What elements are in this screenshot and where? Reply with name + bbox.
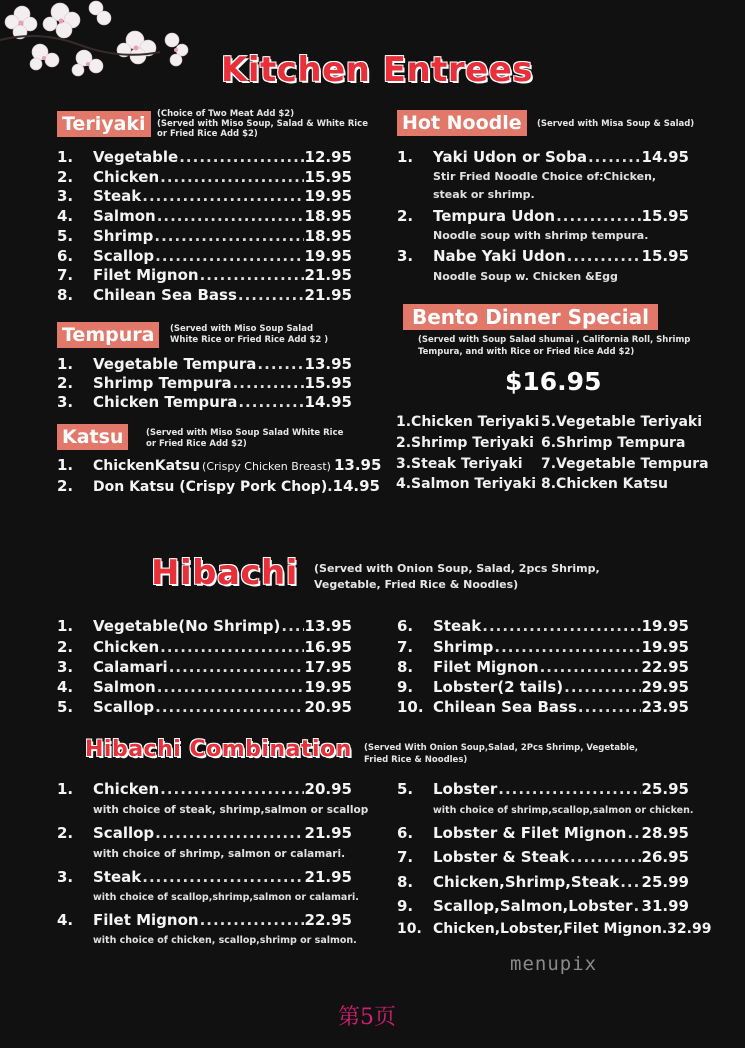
hot-noodle-note: (Served with Misa Soup & Salad) <box>537 119 695 129</box>
hibachi-title: Hibachi <box>151 553 298 593</box>
menu-item: 4. Salmon ..... 19.95 <box>57 678 352 698</box>
bento-option: 4.Salmon Teriyaki <box>396 476 537 492</box>
item-description: with choice of shrimp, salmon or calamari. <box>93 848 346 860</box>
tempura-note: (Served with Miso Soup Salad <box>170 324 314 334</box>
item-description: with choice of steak, shrimp,salmon or scallop <box>93 804 369 816</box>
page-title: Kitchen Entrees <box>221 50 534 90</box>
menu-item: 7. Lobster & Steak ..... 26.95 <box>397 848 689 868</box>
bento-option: 6.Shrimp Tempura <box>541 435 686 451</box>
menu-item: 8. Chilean Sea Bass ..... 21.95 <box>57 286 352 306</box>
katsu-note: (Served with Miso Soup Salad White Rice <box>146 428 344 438</box>
menu-item: 7. Filet Mignon ..... 21.95 <box>57 266 352 286</box>
teriyaki-note: (Choice of Two Meat Add $2) <box>157 109 295 119</box>
menu-item: 1. Vegetable Tempura ..... 13.95 <box>57 355 352 375</box>
menu-item: 3. Steak ..... 19.95 <box>57 187 352 207</box>
menu-item: 1. Vegetable(No Shrimp) ..... 13.95 <box>57 617 352 637</box>
bento-note: Tempura, and with Rice or Fried Rice Add $2) <box>418 347 635 357</box>
menu-item: 9. Lobster(2 tails) ..... 29.95 <box>397 678 689 698</box>
menu-item: 5. Scallop ..... 20.95 <box>57 698 352 718</box>
teriyaki-note: (Served with Miso Soup, Salad & White Rice <box>157 119 368 129</box>
tempura-note: White Rice or Fried Rice Add $2 ) <box>170 335 329 345</box>
teriyaki-note: or Fried Rice Add $2) <box>157 129 258 139</box>
menu-item: 1. Vegetable ..... 12.95 <box>57 148 352 168</box>
menu-item: 3. Calamari ..... 17.95 <box>57 658 352 678</box>
menu-item: 6. Scallop ..... 19.95 <box>57 247 352 267</box>
menu-item: 1. Chicken ..... 20.95 <box>57 780 352 800</box>
item-description: steak or shrimp. <box>433 188 535 201</box>
item-description: Noodle Soup w. Chicken &Egg <box>433 270 618 283</box>
watermark: menupix <box>510 953 598 975</box>
item-description: with choice of shrimp,scallop,salmon or chicken. <box>433 805 694 816</box>
item-description: Stir Fried Noodle Choice of:Chicken, <box>433 170 657 183</box>
menu-item: 2. Shrimp Tempura ..... 15.95 <box>57 374 352 394</box>
bento-option: 2.Shrimp Teriyaki <box>396 435 534 451</box>
menu-item: 3. Chicken Tempura ..... 14.95 <box>57 393 352 413</box>
menu-item: 8. Filet Mignon ..... 22.95 <box>397 658 689 678</box>
menu-item: 5. Lobster ..... 25.95 <box>397 780 689 800</box>
bento-option: 3.Steak Teriyaki <box>396 456 523 472</box>
teriyaki-tag: Teriyaki <box>57 111 151 137</box>
menu-item: 2. Tempura Udon ..... 15.95 <box>397 207 689 227</box>
menu-item: 10. Chicken,Lobster,Filet Mignon. 32.99 <box>397 921 712 937</box>
cherry-blossom-icon <box>0 0 200 95</box>
menu-item: 4. Filet Mignon ..... 22.95 <box>57 911 352 931</box>
bento-option: 8.Chicken Katsu <box>541 476 668 492</box>
menu-item: 2. Scallop ..... 21.95 <box>57 824 352 844</box>
menu-item: 6. Steak ..... 19.95 <box>397 617 689 637</box>
bento-price: $16.95 <box>505 367 602 396</box>
bento-option: 1.Chicken Teriyaki <box>396 414 540 430</box>
bento-note: (Served with Soup Salad shumai , California Roll, Shrimp <box>418 335 691 345</box>
tempura-tag: Tempura <box>57 322 159 348</box>
menu-item: 2. Chicken ..... 15.95 <box>57 168 352 188</box>
combo-note: (Served With Onion Soup,Salad, 2Pcs Shrimp, Vegetable, <box>364 743 638 753</box>
hibachi-note: (Served with Onion Soup, Salad, 2pcs Shrimp, <box>314 562 600 575</box>
menu-item: 2. Chicken ..... 16.95 <box>57 638 352 658</box>
menu-item: 7. Shrimp ..... 19.95 <box>397 638 689 658</box>
bento-tag: Bento Dinner Special <box>403 304 658 330</box>
bento-option: 5.Vegetable Teriyaki <box>541 414 703 430</box>
item-description: Noodle soup with shrimp tempura. <box>433 229 649 242</box>
menu-item: 5. Shrimp ..... 18.95 <box>57 227 352 247</box>
menu-item: 1. Yaki Udon or Soba ..... 14.95 <box>397 148 689 168</box>
bento-option: 7.Vegetable Tempura <box>541 456 709 472</box>
menu-item: 6. Lobster & Filet Mignon ..... 28.95 <box>397 824 689 844</box>
menu-item: 9. Scallop,Salmon,Lobster ..... 31.99 <box>397 897 689 917</box>
menu-item: 2. Don Katsu (Crispy Pork Chop). 14.95 <box>57 477 380 495</box>
menu-item: 1. ChickenKatsu (Crispy Chicken Breast) 13.95 <box>57 456 382 474</box>
hibachi-note: Vegetable, Fried Rice & Noodles) <box>314 578 519 591</box>
menu-item: 4. Salmon ..... 18.95 <box>57 207 352 227</box>
menu-item: 3. Nabe Yaki Udon ..... 15.95 <box>397 247 689 267</box>
katsu-tag: Katsu <box>57 424 128 450</box>
menu-item: 10. Chilean Sea Bass ..... 23.95 <box>397 698 689 718</box>
hot-noodle-tag: Hot Noodle <box>397 110 527 136</box>
menu-item: 8. Chicken,Shrimp,Steak ..... 25.99 <box>397 873 689 893</box>
menu-item: 3. Steak ..... 21.95 <box>57 868 352 888</box>
combo-note: Fried Rice & Noodles) <box>364 755 468 765</box>
katsu-note: or Fried Rice Add $2) <box>146 439 247 449</box>
item-description: with choice of scallop,shrimp,salmon or calamari. <box>93 892 359 903</box>
page-number: 第5页 <box>338 1005 396 1030</box>
combo-title: Hibachi Combination <box>85 737 352 762</box>
item-description: with choice of chicken, scallop,shrimp or salmon. <box>93 935 357 946</box>
